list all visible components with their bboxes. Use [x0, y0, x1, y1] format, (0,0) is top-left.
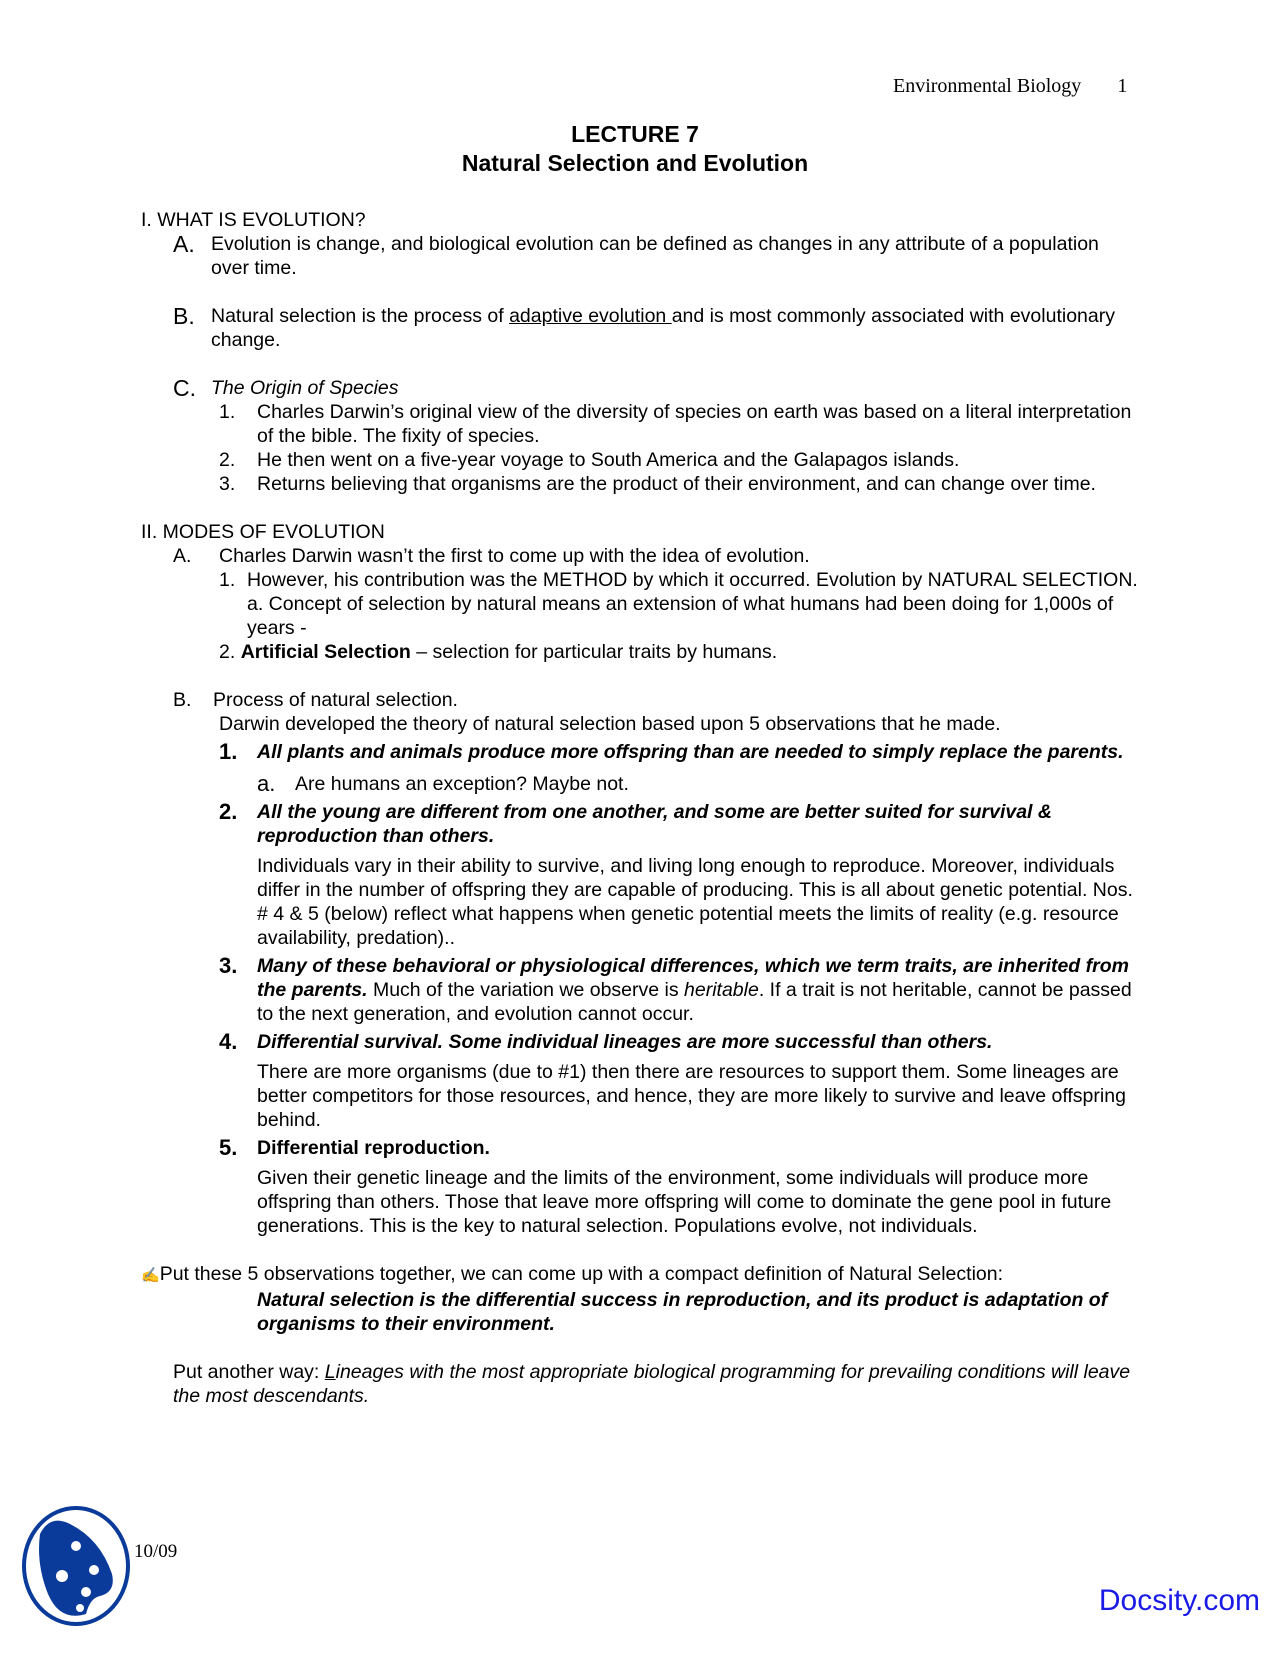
put-another-way	[141, 1360, 1141, 1408]
item-label: A.	[173, 231, 195, 257]
sub-item	[257, 772, 1124, 796]
text: ineages with the most appropriate biological programming for prevailing conditions will leave the most descendants.	[173, 1361, 1131, 1407]
observation-title: All plants and animals produce more offspring than are needed to simply replace the parents.	[257, 741, 1124, 763]
observation-title: Many of these behavioral or physiological differences, which we term traits, are inherited from the parents.	[257, 955, 1129, 1001]
underlined-term: adaptive evolution	[509, 305, 672, 327]
item-text: Process of natural selection.	[213, 689, 458, 711]
observation-heading	[257, 740, 1124, 764]
item-text: He then went on a five-year voyage to South America and the Galapagos islands.	[257, 449, 960, 471]
item-A	[141, 544, 1141, 568]
page-title	[0, 120, 1270, 178]
observations-list	[141, 740, 1141, 1238]
item-label: B.	[173, 303, 195, 329]
document-body	[141, 208, 1141, 1408]
docsity-watermark[interactable]: Docsity.com	[1098, 1584, 1260, 1617]
summary-lead	[141, 1262, 1141, 1288]
observation-body: There are more organisms (due to #1) then there are resources to support them. Some lineages are better competitors for those resources, and hence, they are more likely to survive and leave offspring behind.	[257, 1061, 1126, 1131]
item-text	[247, 568, 1141, 640]
item-number: 3.	[219, 473, 236, 495]
page-number: 1	[1117, 75, 1128, 97]
observation-heading	[257, 800, 1141, 848]
writing-hand-icon: ✍	[141, 1267, 160, 1284]
item-text: Evolution is change, and biological evolution can be defined as changes in any attribute of a population over time.	[211, 233, 1099, 279]
text: – selection for particular traits by humans.	[410, 641, 778, 663]
text: Put another way:	[173, 1361, 325, 1383]
observation-content	[257, 1136, 1141, 1238]
item-label: B.	[173, 689, 192, 711]
observation-number: 2.	[219, 799, 238, 824]
observation-content	[257, 954, 1141, 1026]
observation-number: 3.	[219, 953, 238, 978]
observation-title: Differential reproduction.	[257, 1137, 490, 1159]
docsity-logo-icon	[20, 1504, 132, 1628]
item-number: 2.	[219, 449, 236, 471]
section-heading: II. MODES OF EVOLUTION	[141, 521, 385, 543]
item-number: 1.	[219, 569, 236, 591]
list-item	[219, 472, 1141, 496]
item-number: 2.	[219, 641, 236, 663]
observation-number: 5.	[219, 1135, 238, 1160]
observation-number: 1.	[219, 739, 238, 764]
observation-content	[257, 1030, 1141, 1132]
item-A	[141, 232, 1141, 280]
text: Natural selection is the process of	[211, 305, 510, 327]
observation-title: Differential survival. Some individual lineages are more successful than others.	[257, 1031, 993, 1053]
sub-label: a.	[257, 771, 276, 796]
observation	[219, 1136, 1141, 1238]
sub-item	[141, 640, 1141, 664]
item-C	[141, 376, 1141, 400]
item-title: The Origin of Species	[211, 377, 399, 399]
observation	[219, 1030, 1141, 1132]
sub-text: a. Concept of selection by natural means an extension of what humans had been doing for 1,000s of years -	[247, 593, 1114, 639]
item-B	[141, 304, 1141, 352]
intro-text: Darwin developed the theory of natural selection based upon 5 observations that he made.	[219, 713, 1001, 735]
observation-heading	[257, 1030, 1141, 1054]
item-B	[141, 688, 1141, 712]
text: Put these 5 observations together, we can come up with a compact definition of Natural Selection:	[159, 1263, 1004, 1285]
item-label: C.	[173, 375, 196, 401]
sub-item	[141, 568, 1141, 640]
text: Much of the variation we observe is	[367, 979, 685, 1001]
lecture-number: LECTURE 7	[571, 121, 699, 147]
list-item	[219, 400, 1141, 448]
observation-body: Given their genetic lineage and the limits of the environment, some individuals will produce more offspring than others. Those that leave more offspring will come to dominate the gene pool in future generations. This is the key to natural selection. Populations evolve, not individuals.	[257, 1167, 1112, 1237]
item-text: Charles Darwin’s original view of the diversity of species on earth was based on a literal interpretation of the bible. The fixity of species.	[257, 401, 1132, 447]
date: 10/09	[134, 1541, 178, 1562]
item-text: Charles Darwin wasn’t the first to come up with the idea of evolution.	[219, 545, 810, 567]
bold-term: Artificial Selection	[240, 641, 411, 663]
origin-list	[141, 400, 1141, 496]
text: However, his contribution was the METHOD by which it occurred. Evolution by NATURAL SELECTION.	[247, 569, 1138, 591]
observation-heading	[257, 954, 1141, 1026]
observation-body: Individuals vary in their ability to survive, and living long enough to reproduce. Moreover, individuals differ in the number of offspring they are capable of producing. This is all about genetic potential. Nos. # 4 & 5 (below) reflect what happens when genetic potential meets the limits of reality (e.g. resource availability, predation)..	[257, 855, 1133, 949]
observation-content	[257, 740, 1124, 796]
observation-title: All the young are different from one another, and some are better suited for survival & reproduction than others.	[257, 801, 1052, 847]
observation	[219, 954, 1141, 1026]
observation-content	[257, 800, 1141, 950]
sub-text: Are humans an exception? Maybe not.	[295, 773, 629, 795]
item-text: Returns believing that organisms are the product of their environment, and can change over time.	[257, 473, 1096, 495]
observation	[219, 800, 1141, 950]
text: . If a trait is not heritable, cannot be passed to the next generation, and evolution cannot occur.	[257, 979, 1132, 1025]
section-heading: I. WHAT IS EVOLUTION?	[141, 209, 366, 231]
item-text	[211, 304, 1141, 352]
list-item	[219, 448, 1141, 472]
item-number: 1.	[219, 401, 236, 423]
text: and is most commonly associated with evolutionary change.	[211, 305, 1115, 351]
course-name: Environmental Biology	[893, 75, 1082, 97]
running-header	[893, 74, 1127, 98]
observation-number: 4.	[219, 1029, 238, 1054]
italic-term: heritable	[684, 979, 759, 1001]
text: L	[324, 1361, 336, 1383]
definition: Natural selection is the differential success in reproduction, and its product is adaptation of organisms to their environment.	[257, 1289, 1108, 1335]
observation	[219, 740, 1141, 796]
item-label: A.	[173, 545, 192, 567]
lecture-title: Natural Selection and Evolution	[461, 150, 809, 176]
observation-heading	[257, 1136, 1141, 1160]
